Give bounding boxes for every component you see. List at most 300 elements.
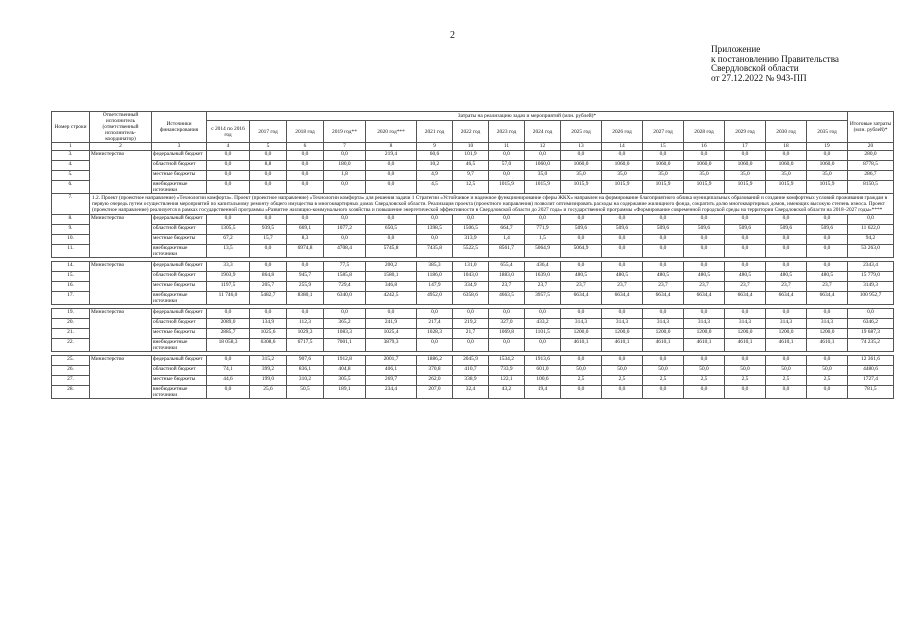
value-cell: 60,6 (417, 151, 453, 161)
row-number-cell: 27. (52, 376, 90, 386)
value-cell: 385,3 (417, 262, 453, 272)
value-cell: 6340,0 (324, 292, 366, 305)
value-cell: 939,5 (250, 225, 287, 235)
value-cell: 6634,4 (602, 292, 643, 305)
source-cell: внебюджетные источники (152, 386, 207, 399)
value-cell: 25,6 (250, 386, 287, 399)
value-cell: 509,6 (725, 225, 766, 235)
appendix-line: к постановлению Правительства (711, 53, 839, 64)
value-cell: 1043,0 (453, 272, 489, 282)
appendix-line: Приложение (711, 44, 761, 54)
value-cell: 122,1 (489, 376, 525, 386)
value-cell: 35,0 (561, 171, 602, 181)
value-cell: 1028,3 (417, 329, 453, 339)
table-row (52, 282, 894, 292)
table-row (52, 225, 894, 235)
value-cell: 480,5 (807, 272, 848, 282)
value-cell: 410,7 (453, 366, 489, 376)
header-year: 2026 год (602, 121, 643, 143)
value-cell: 23,7 (643, 282, 684, 292)
header-year: 2020 год*** (366, 121, 417, 143)
table-row (52, 245, 894, 258)
value-cell: 664,7 (489, 225, 525, 235)
value-cell: 50,0 (684, 366, 725, 376)
value-cell: 23,7 (561, 282, 602, 292)
appendix-header (711, 45, 839, 83)
value-cell: 480,5 (602, 272, 643, 282)
source-cell: местные бюджеты (152, 235, 207, 245)
value-cell: 0,0 (643, 356, 684, 366)
value-cell: 0,0 (250, 262, 287, 272)
value-cell: 262,0 (417, 376, 453, 386)
value-cell: 46,5 (453, 161, 489, 171)
value-cell: 0,0 (684, 309, 725, 319)
value-cell: 0,0 (453, 339, 489, 352)
value-cell: 0,0 (489, 309, 525, 319)
value-cell: 0,0 (684, 235, 725, 245)
value-cell: 0,0 (250, 215, 287, 225)
value-cell: 1025,4 (366, 329, 417, 339)
value-cell: 1585,8 (324, 272, 366, 282)
source-cell: местные бюджеты (152, 282, 207, 292)
value-cell: 0,0 (725, 245, 766, 258)
value-cell: 0,0 (561, 262, 602, 272)
row-number-cell: 7. (52, 194, 90, 215)
value-cell: 406,1 (366, 366, 417, 376)
header-year: с 2014 по 2016 год (207, 121, 250, 143)
value-cell: 0,0 (324, 235, 366, 245)
table-row (52, 181, 894, 194)
value-cell: 0,0 (207, 161, 250, 171)
row-number-cell: 17. (52, 292, 90, 305)
value-cell: 7435,8 (417, 245, 453, 258)
value-cell: 0,0 (324, 181, 366, 194)
value-cell: 0,0 (417, 215, 453, 225)
value-cell: 0,0 (807, 235, 848, 245)
total-cell: 1727,4 (848, 376, 894, 386)
value-cell: 217,4 (417, 319, 453, 329)
value-cell: 1029,3 (287, 329, 324, 339)
value-cell: 23,7 (725, 282, 766, 292)
value-cell: 310,2 (287, 376, 324, 386)
value-cell: 67,2 (207, 235, 250, 245)
value-cell: 669,1 (287, 225, 324, 235)
column-number: 10 (453, 143, 489, 151)
value-cell: 4663,5 (489, 292, 525, 305)
header-year: 2030 год (766, 121, 807, 143)
value-cell: 1305,5 (207, 225, 250, 235)
value-cell: 0,0 (489, 171, 525, 181)
value-cell: 480,5 (684, 272, 725, 282)
value-cell: 436,4 (525, 262, 561, 272)
value-cell: 2089,0 (207, 319, 250, 329)
value-cell: 2,5 (561, 376, 602, 386)
value-cell: 6358,6 (453, 292, 489, 305)
column-number: 11 (489, 143, 525, 151)
source-cell: областной бюджет (152, 319, 207, 329)
value-cell: 771,9 (525, 225, 561, 235)
value-cell: 0,0 (602, 262, 643, 272)
column-number: 13 (561, 143, 602, 151)
value-cell: 23,7 (807, 282, 848, 292)
value-cell: 2,5 (725, 376, 766, 386)
value-cell: 1060,0 (684, 161, 725, 171)
column-number: 18 (766, 143, 807, 151)
value-cell: 1015,9 (489, 181, 525, 194)
value-cell: 0,0 (684, 151, 725, 161)
header-year: 2018 год (287, 121, 324, 143)
value-cell: 74,1 (207, 366, 250, 376)
value-cell: 23,7 (684, 282, 725, 292)
value-cell: 6717,5 (287, 339, 324, 352)
value-cell: 1186,0 (417, 272, 453, 282)
row-number-cell: 9. (52, 225, 90, 235)
value-cell: 314,3 (684, 319, 725, 329)
value-cell: 234,4 (366, 386, 417, 399)
value-cell: 134,9 (250, 319, 287, 329)
value-cell: 733,9 (489, 366, 525, 376)
value-cell: 0,0 (489, 215, 525, 225)
value-cell: 729,4 (324, 282, 366, 292)
header-year: 2024 год (525, 121, 561, 143)
value-cell: 1398,5 (417, 225, 453, 235)
source-cell: областной бюджет (152, 366, 207, 376)
value-cell: 1069,8 (489, 329, 525, 339)
value-cell: 1200,0 (766, 329, 807, 339)
value-cell: 0,0 (250, 151, 287, 161)
value-cell: 5745,8 (366, 245, 417, 258)
value-cell: 189,1 (324, 386, 366, 399)
value-cell: 2,5 (643, 376, 684, 386)
header-year: 2028 год (684, 121, 725, 143)
value-cell: 0,0 (207, 215, 250, 225)
value-cell: 1883,0 (489, 272, 525, 282)
total-cell: 3149,3 (848, 282, 894, 292)
column-number: 8 (366, 143, 417, 151)
value-cell: 219,4 (366, 151, 417, 161)
value-cell: 1506,5 (453, 225, 489, 235)
value-cell: 1077,2 (324, 225, 366, 235)
column-number: 3 (152, 143, 207, 151)
column-number: 19 (807, 143, 848, 151)
source-cell: внебюджетные источники (152, 181, 207, 194)
value-cell: 314,3 (602, 319, 643, 329)
value-cell: 1060,0 (807, 161, 848, 171)
value-cell: 35,0 (807, 171, 848, 181)
value-cell: 0,0 (807, 356, 848, 366)
value-cell: 8561,7 (489, 245, 525, 258)
value-cell: 0,0 (453, 309, 489, 319)
table-row (52, 309, 894, 319)
value-cell: 5064,9 (525, 245, 561, 258)
value-cell: 1015,9 (561, 181, 602, 194)
value-cell: 907,6 (287, 356, 324, 366)
total-cell: 74 235,2 (848, 339, 894, 352)
costs-table (51, 111, 894, 399)
value-cell: 57,0 (489, 161, 525, 171)
value-cell: 0,0 (684, 356, 725, 366)
value-cell: 0,0 (807, 151, 848, 161)
value-cell: 13,5 (207, 245, 250, 258)
value-cell: 0,0 (287, 161, 324, 171)
value-cell: 50,0 (561, 366, 602, 376)
value-cell: 2,5 (684, 376, 725, 386)
value-cell: 0,0 (561, 151, 602, 161)
header-source: Источники финансирования (152, 112, 207, 143)
value-cell: 509,6 (602, 225, 643, 235)
value-cell: 1,4 (489, 235, 525, 245)
value-cell: 314,3 (766, 319, 807, 329)
value-cell: 1060,0 (643, 161, 684, 171)
column-number: 17 (725, 143, 766, 151)
value-cell: 1015,9 (602, 181, 643, 194)
value-cell: 1,8 (324, 171, 366, 181)
value-cell: 4610,1 (602, 339, 643, 352)
value-cell: 0,0 (561, 215, 602, 225)
value-cell: 2,5 (602, 376, 643, 386)
column-number: 14 (602, 143, 643, 151)
value-cell: 0,0 (366, 181, 417, 194)
value-cell: 4242,5 (366, 292, 417, 305)
value-cell: 0,0 (287, 171, 324, 181)
value-cell: 655,4 (489, 262, 525, 272)
executor-cell: Министерство (90, 356, 152, 399)
value-cell: 0,0 (807, 215, 848, 225)
value-cell: 0,0 (602, 309, 643, 319)
value-cell: 6634,4 (807, 292, 848, 305)
value-cell: 35,0 (525, 171, 561, 181)
value-cell: 205,7 (250, 282, 287, 292)
value-cell: 19,4 (525, 386, 561, 399)
column-number: 9 (417, 143, 453, 151)
value-cell: 1200,0 (725, 329, 766, 339)
value-cell: 0,0 (725, 151, 766, 161)
value-cell: 0,0 (250, 309, 287, 319)
value-cell: 0,0 (324, 151, 366, 161)
value-cell: 0,0 (807, 386, 848, 399)
value-cell: 35,0 (725, 171, 766, 181)
total-cell: 0,0 (848, 215, 894, 225)
header-year: 2022 год (453, 121, 489, 143)
value-cell: 4610,1 (807, 339, 848, 352)
value-cell: 4,9 (417, 171, 453, 181)
value-cell: 509,6 (766, 225, 807, 235)
value-cell: 101,9 (453, 151, 489, 161)
value-cell: 2,5 (766, 376, 807, 386)
value-cell: 433,2 (525, 319, 561, 329)
value-cell: 50,5 (287, 386, 324, 399)
header-year: 2027 год (643, 121, 684, 143)
value-cell: 32,4 (453, 386, 489, 399)
value-cell: 0,0 (417, 309, 453, 319)
total-cell: 781,5 (848, 386, 894, 399)
value-cell: 0,0 (525, 309, 561, 319)
total-cell: 19 687,3 (848, 329, 894, 339)
row-number-cell: 5. (52, 171, 90, 181)
total-cell: 11 622,0 (848, 225, 894, 235)
column-number: 5 (250, 143, 287, 151)
value-cell: 0,0 (366, 309, 417, 319)
value-cell: 327,0 (489, 319, 525, 329)
value-cell: 50,0 (725, 366, 766, 376)
value-cell: 0,0 (525, 339, 561, 352)
header-year: 2019 год** (324, 121, 366, 143)
source-cell: областной бюджет (152, 272, 207, 282)
value-cell: 8380,1 (287, 292, 324, 305)
value-cell: 0,0 (207, 181, 250, 194)
header-year: 2025 год (561, 121, 602, 143)
row-number-cell: 28. (52, 386, 90, 399)
value-cell: 0,0 (207, 151, 250, 161)
value-cell: 0,0 (766, 262, 807, 272)
value-cell: 4708,4 (324, 245, 366, 258)
value-cell: 1903,9 (207, 272, 250, 282)
value-cell: 0,0 (417, 235, 453, 245)
source-cell: федеральный бюджет (152, 262, 207, 272)
value-cell: 0,0 (324, 309, 366, 319)
value-cell: 836,1 (287, 366, 324, 376)
value-cell: 50,0 (602, 366, 643, 376)
source-cell: внебюджетные источники (152, 339, 207, 352)
value-cell: 0,0 (643, 309, 684, 319)
row-number-cell: 11. (52, 245, 90, 258)
value-cell: 207,0 (417, 386, 453, 399)
row-number-cell: 6. (52, 181, 90, 194)
value-cell: 1639,0 (525, 272, 561, 282)
value-cell: 1200,0 (643, 329, 684, 339)
value-cell: 200,2 (366, 262, 417, 272)
row-number-cell: 19. (52, 309, 90, 319)
value-cell: 6308,6 (250, 339, 287, 352)
value-cell: 0,0 (602, 151, 643, 161)
value-cell: 0,0 (643, 235, 684, 245)
value-cell: 1060,0 (561, 161, 602, 171)
executor-cell: Министерство (90, 215, 152, 258)
value-cell: 0,0 (766, 356, 807, 366)
value-cell: 509,6 (561, 225, 602, 235)
value-cell: 0,0 (725, 235, 766, 245)
row-number-cell: 4. (52, 161, 90, 171)
source-cell: местные бюджеты (152, 376, 207, 386)
project-description: 1.2. Проект (проектное направление) «Технологии комфорта». Проект (проектное направление) «Технологии комфорта» для решения задачи 1 Стратегии «Устойчивое и надежное функционирование сферы ЖКХ» направлен на формирование благоприятного облика муниципальных образований и создание комфортных условий проживания граждан в первую очередь путем осуществления мероприятий по капитальному ремонту общего имущества в многоквартирных домах Свердловской области. Реализация проекта (проектного направления) позволит оптимизировать расходы на содержание жилищного фонда, сократить долю многоквартирных домов, имеющих высокую степень износа. Проект (проектное направление) реализуется в рамках государственной программы «Развитие жилищно-коммунального хозяйства и повышение энергетической эффективности в Свердловской области до 2027 года» и государственной программы «Формирование современной городской среды на территории Свердловской области на 2018–2027 годы»**** (90, 194, 894, 215)
value-cell: 1580,1 (366, 272, 417, 282)
value-cell: 314,3 (561, 319, 602, 329)
value-cell: 6634,4 (684, 292, 725, 305)
value-cell: 43,2 (489, 386, 525, 399)
value-cell: 0,0 (602, 386, 643, 399)
value-cell: 314,3 (807, 319, 848, 329)
value-cell: 241,9 (366, 319, 417, 329)
column-number: 4 (207, 143, 250, 151)
total-cell: 280,0 (848, 151, 894, 161)
value-cell: 1015,9 (725, 181, 766, 194)
value-cell: 1015,9 (766, 181, 807, 194)
value-cell: 313,9 (453, 235, 489, 245)
row-number-cell: 15. (52, 272, 90, 282)
value-cell: 6974,8 (287, 245, 324, 258)
value-cell: 7001,1 (324, 339, 366, 352)
value-cell: 338,9 (453, 376, 489, 386)
value-cell: 1200,0 (807, 329, 848, 339)
header-row-number: Номер строки (52, 112, 90, 143)
value-cell: 1197,5 (207, 282, 250, 292)
total-cell: 2343,4 (848, 262, 894, 272)
value-cell: 509,6 (643, 225, 684, 235)
value-cell: 0,0 (366, 215, 417, 225)
value-cell: 3957,5 (525, 292, 561, 305)
value-cell: 5522,5 (453, 245, 489, 258)
value-cell: 1200,0 (684, 329, 725, 339)
table-row (52, 215, 894, 225)
value-cell: 0,0 (766, 215, 807, 225)
value-cell: 6634,4 (561, 292, 602, 305)
value-cell: 4610,1 (643, 339, 684, 352)
value-cell: 0,0 (489, 151, 525, 161)
value-cell: 6634,4 (766, 292, 807, 305)
value-cell: 0,0 (287, 309, 324, 319)
table-row (52, 292, 894, 305)
value-cell: 180,0 (324, 161, 366, 171)
value-cell: 1025,6 (250, 329, 287, 339)
value-cell: 0,0 (807, 262, 848, 272)
table-row (52, 272, 894, 282)
row-number-cell: 8. (52, 215, 90, 225)
column-number: 1 (52, 143, 90, 151)
value-cell: 0,0 (766, 235, 807, 245)
value-cell: 480,5 (766, 272, 807, 282)
value-cell: 1060,0 (525, 161, 561, 171)
value-cell: 0,0 (207, 356, 250, 366)
value-cell: 4610,1 (561, 339, 602, 352)
value-cell: 0,0 (453, 215, 489, 225)
executor-cell: Министерство (90, 262, 152, 305)
value-cell: 314,3 (643, 319, 684, 329)
value-cell: 945,7 (287, 272, 324, 282)
value-cell: 112,3 (287, 319, 324, 329)
column-number: 2 (90, 143, 152, 151)
source-cell: федеральный бюджет (152, 356, 207, 366)
row-number-cell: 16. (52, 282, 90, 292)
header-year: 2021 год (417, 121, 453, 143)
value-cell: 0,0 (561, 356, 602, 366)
total-cell: 0,0 (848, 309, 894, 319)
value-cell: 0,0 (417, 339, 453, 352)
value-cell: 650,5 (366, 225, 417, 235)
table-row (52, 235, 894, 245)
value-cell: 11 746,0 (207, 292, 250, 305)
value-cell: 23,7 (766, 282, 807, 292)
value-cell: 0,0 (287, 181, 324, 194)
source-cell: внебюджетные источники (152, 245, 207, 258)
column-number: 20 (848, 143, 894, 151)
total-cell: 94,2 (848, 235, 894, 245)
value-cell: 1015,9 (643, 181, 684, 194)
value-cell: 3879,3 (366, 339, 417, 352)
total-cell: 8150,5 (848, 181, 894, 194)
table-row (52, 386, 894, 399)
column-number: 16 (684, 143, 725, 151)
project-row (52, 194, 894, 215)
value-cell: 480,5 (725, 272, 766, 282)
value-cell: 1083,3 (324, 329, 366, 339)
executor-cell: Министерство (90, 309, 152, 352)
value-cell: 18 058,3 (207, 339, 250, 352)
total-cell: 15 779,0 (848, 272, 894, 282)
value-cell: 509,6 (684, 225, 725, 235)
value-cell: 0,0 (366, 235, 417, 245)
value-cell: 35,0 (602, 171, 643, 181)
value-cell: 314,3 (725, 319, 766, 329)
